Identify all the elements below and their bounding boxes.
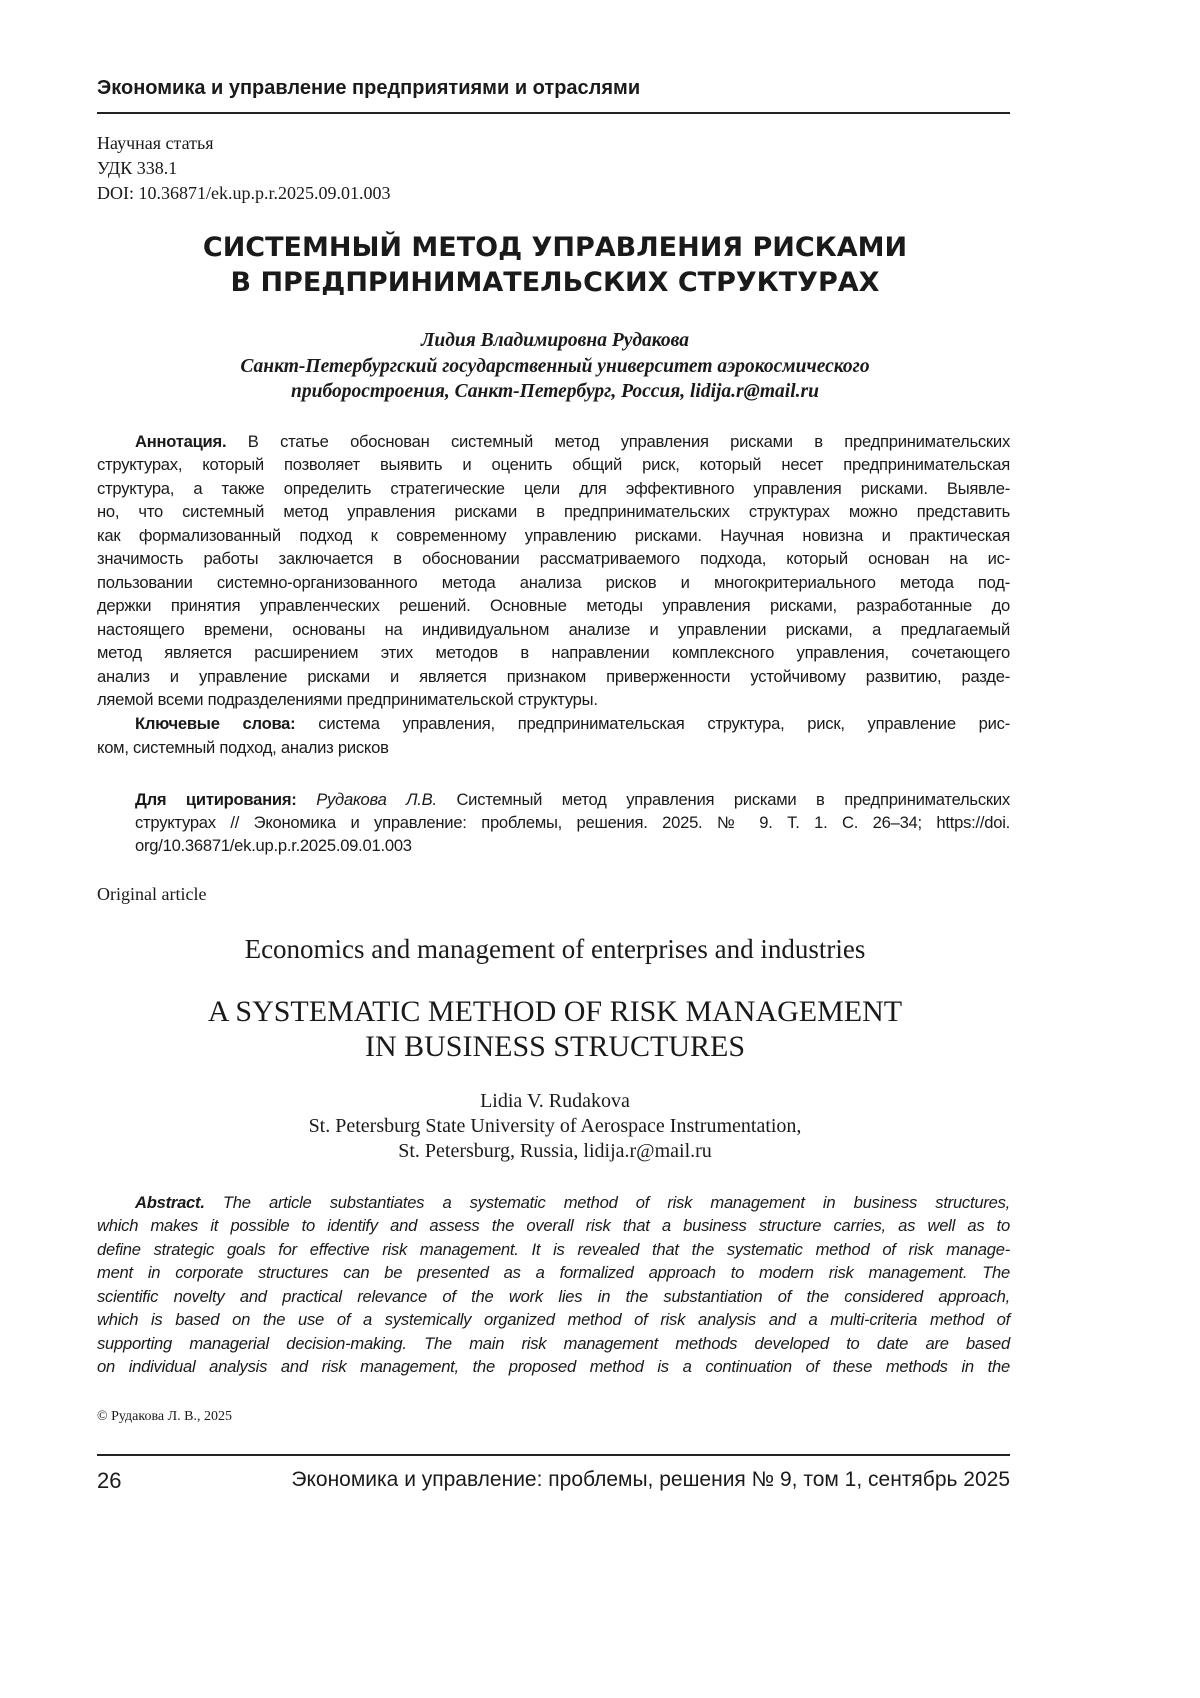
udk: УДК 338.1 (97, 158, 178, 178)
header-rule (97, 112, 1010, 114)
citation-author: Рудакова Л.В. (316, 790, 437, 809)
abstract-line: on individual analysis and risk management, the proposed method is a continuation of these methods in the (97, 1357, 1010, 1376)
abstract-line: The article substantiates a systematic method of risk management in business structures, (222, 1193, 1010, 1212)
abstract-line: scientific novelty and practical relevance of the work lies in the substantiation of the considered approach, (97, 1287, 1010, 1306)
doi: DOI: 10.36871/ek.up.p.r.2025.09.01.003 (97, 183, 391, 203)
annotation-line: ляемой всеми подразделениями предпринимательской структуры. (97, 690, 598, 709)
article-type: Научная статья (97, 133, 214, 153)
keywords-line: система управления, предпринимательская структура, риск, управление рис- (318, 714, 1010, 733)
author-affiliation: St. Petersburg State University of Aerospace Instrumentation, (308, 1115, 802, 1137)
abstract-line: which makes it possible to identify and assess the overall risk that a business structure carries, as well as to (97, 1216, 1010, 1235)
annotation-line: настоящего времени, основаны на индивидуальном анализе и управлении рисками, а предлагаемый (97, 620, 1010, 639)
running-header: Экономика и управление предприятиями и отраслями (97, 77, 641, 99)
annotation-line: В статье обоснован системный метод управления рисками в предпринимательских (247, 432, 1010, 451)
annotation-line: но, что системный метод управления рисками в предпринимательских структурах можно представить (97, 502, 1010, 521)
abstract-line: ment in corporate structures can be presented as a formalized approach to modern risk management. The (97, 1263, 1010, 1282)
page-number: 26 (97, 1468, 122, 1493)
title-ru-line: СИСТЕМНЫЙ МЕТОД УПРАВЛЕНИЯ РИСКАМИ (202, 232, 908, 263)
annotation-line: структурах, который позволяет выявить и оценить общий риск, который несет предпринимательская (97, 455, 1010, 474)
annotation-line: анализ и управление рисками и является признаком приверженности устойчивому развитию, разде- (97, 667, 1010, 686)
title-ru (0, 230, 1110, 300)
annotation-line: метод является расширением этих методов в направлении комплексного управления, сочетающего (97, 643, 1010, 662)
annotation-line: значимость работы заключается в обосновании рассматриваемого подхода, который основан на ис- (97, 549, 1010, 568)
annotation-label: Аннотация. (135, 432, 227, 451)
abstract-line: supporting managerial decision-making. The main risk management methods developed to date are based (97, 1334, 1010, 1353)
abstract-line: which is based on the use of a systemically organized method of risk analysis and a multi-criteria method of (97, 1310, 1010, 1329)
annotation-line: как формализованный подход к современному управлению рисками. Научная новизна и практическая (97, 526, 1010, 545)
article-meta (97, 131, 390, 206)
keywords-label: Ключевые слова: (135, 714, 296, 733)
abstract-line: define strategic goals for effective risk management. It is revealed that the systematic method of risk manage- (97, 1240, 1010, 1259)
annotation-line: пользовании системно-организованного метода анализа рисков и многокритериального метода под- (97, 573, 1010, 592)
journal-footer: Экономика и управление: проблемы, решения № 9, том 1, сентябрь 2025 (291, 1468, 1010, 1491)
author-affiliation: приборостроения, Санкт-Петербург, Россия, lidija.r@mail.ru (291, 381, 819, 402)
title-en (0, 994, 1110, 1064)
title-en-line: A SYSTEMATIC METHOD OF RISK MANAGEMENT (207, 995, 903, 1028)
citation-line: структурах // Экономика и управление: проблемы, решения. 2025. № 9. Т. 1. С. 26–34; https://doi. (135, 813, 1010, 832)
author-ru (0, 328, 1110, 405)
author-affiliation: St. Petersburg, Russia, lidija.r@mail.ru (398, 1140, 712, 1162)
title-en-line: IN BUSINESS STRUCTURES (364, 1030, 746, 1063)
copyright: © Рудакова Л. В., 2025 (97, 1409, 232, 1424)
citation-label: Для цитирования: (135, 790, 297, 809)
title-ru-line: В ПРЕДПРИНИМАТЕЛЬСКИХ СТРУКТУРАХ (230, 267, 880, 298)
author-name: Lidia V. Rudakova (480, 1090, 630, 1112)
doi-link[interactable]: org/10.36871/ek.up.p.r.2025.09.01.003 (135, 836, 412, 855)
annotation-line: структура, а также определить стратегические цели для эффективного управления рисками. Выявле- (97, 479, 1010, 498)
footer-rule (97, 1454, 1010, 1456)
abstract-label: Abstract. (135, 1193, 205, 1212)
section-en: Economics and management of enterprises and industries (244, 934, 866, 964)
annotation-line: держки принятия управленческих решений. Основные методы управления рисками, разработанные до (97, 596, 1010, 615)
author-name: Лидия Владимировна Рудакова (421, 330, 689, 351)
author-affiliation: Санкт-Петербургский государственный университет аэрокосмического (240, 355, 870, 377)
keywords-line: ком, системный подход, анализ рисков (97, 738, 389, 757)
author-en (0, 1089, 1110, 1164)
citation-line: Системный метод управления рисками в предпринимательских (456, 790, 1010, 809)
original-article-label: Original article (97, 884, 207, 904)
